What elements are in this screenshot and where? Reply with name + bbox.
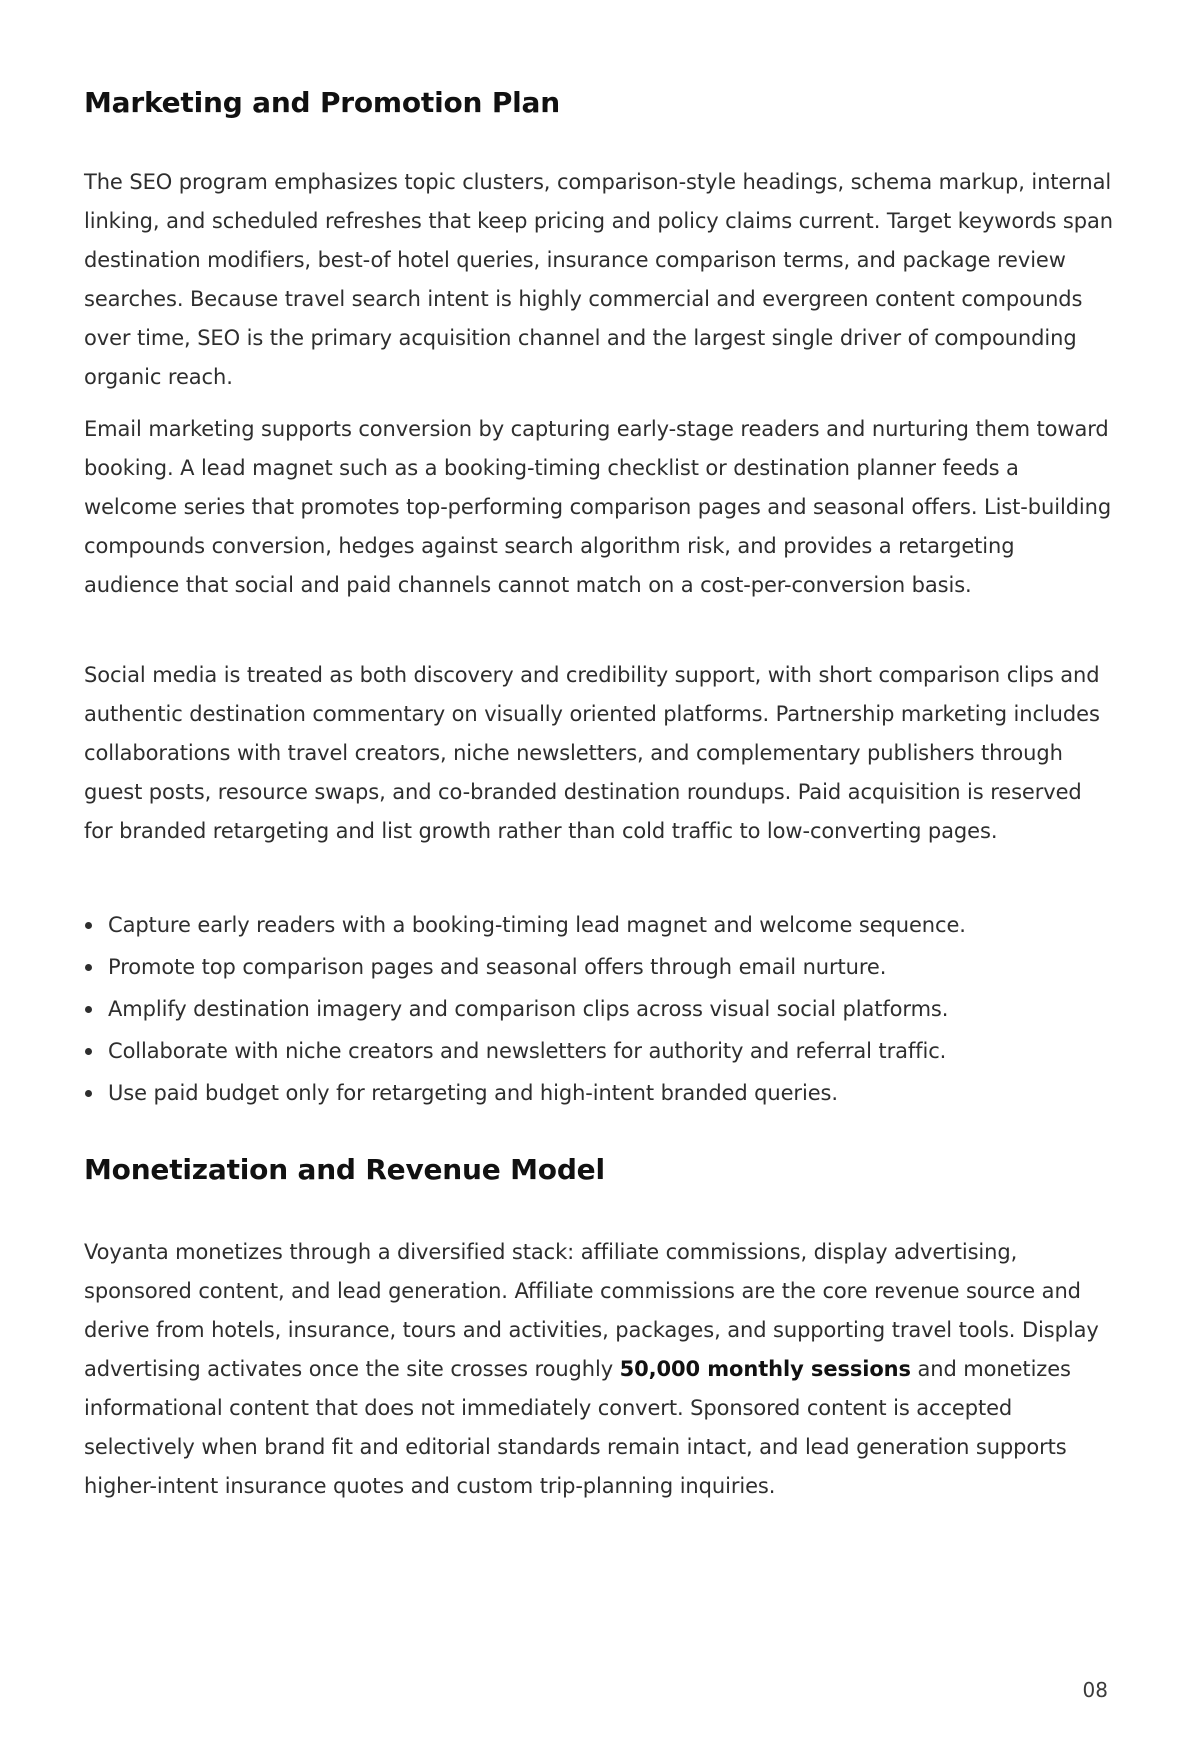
section-heading-marketing: Marketing and Promotion Plan — [84, 86, 560, 119]
paragraph-email: Email marketing supports conversion by capturing early-stage readers and nurturing them toward booking. A lead magnet such as a booking-timing checklist or destination planner feeds a welcome series that promotes top-performing comparison pages and seasonal offers. List-building compounds conversion, hedges against search algorithm risk, and provides a retargeting audience that social and paid channels cannot match on a cost-per-conversion basis. — [84, 417, 1112, 597]
marketing-bullet-list — [84, 904, 1116, 1114]
list-item — [84, 904, 1116, 946]
list-item-text: Collaborate with niche creators and newsletters for authority and referral traffic. — [108, 1039, 947, 1063]
paragraph-seo: The SEO program emphasizes topic clusters, comparison-style headings, schema markup, internal linking, and scheduled refreshes that keep pricing and policy claims current. Target keywords span destination modifiers, best-of hotel queries, insurance comparison terms, and package review searches. Because travel search intent is highly commercial and evergreen content compounds over time, SEO is the primary acquisition channel and the largest single driver of compounding organic reach. — [84, 170, 1113, 389]
list-item — [84, 988, 1116, 1030]
bullet-icon — [85, 1048, 92, 1055]
list-item-text: Use paid budget only for retargeting and high-intent branded queries. — [108, 1081, 838, 1105]
paragraph-text-start: Voyanta monetizes through a diversified stack: affiliate commissions, display advertising, sponsored content, and lead generation. Affiliate commissions are the core revenue source and derive from hotels, insurance, tours and activities, packages, and supporting travel tools. Display advertising activates once the site crosses roughly — [84, 1240, 1099, 1381]
bullet-icon — [85, 922, 92, 929]
page-number: 08 — [1082, 1678, 1108, 1702]
paragraph-social: Social media is treated as both discovery and credibility support, with short comparison clips and authentic destination commentary on visually oriented platforms. Partnership marketing includes collaborations with travel creators, niche newsletters, and complementary publishers through guest posts, resource swaps, and co-branded destination roundups. Paid acquisition is reserved for branded retargeting and list growth rather than cold traffic to low-converting pages. — [84, 663, 1100, 843]
list-item — [84, 946, 1116, 988]
emphasized-sessions-threshold: 50,000 monthly sessions — [619, 1357, 911, 1381]
bullet-icon — [85, 1090, 92, 1097]
paragraph-text-end: and monetizes informational content that does not immediately convert. Sponsored content is accepted selectively when brand fit and editorial standards remain intact, and lead generation supports higher-intent insurance quotes and custom trip-planning inquiries. — [84, 1357, 1071, 1498]
list-item-text: Capture early readers with a booking-timing lead magnet and welcome sequence. — [108, 913, 966, 937]
list-item-text: Promote top comparison pages and seasonal offers through email nurture. — [108, 955, 887, 979]
bullet-icon — [85, 1006, 92, 1013]
section-heading-monetization: Monetization and Revenue Model — [84, 1153, 605, 1186]
paragraph-monetization — [84, 1233, 1116, 1506]
list-item — [84, 1030, 1116, 1072]
list-item-text: Amplify destination imagery and comparison clips across visual social platforms. — [108, 997, 949, 1021]
list-item — [84, 1072, 1116, 1114]
bullet-icon — [85, 964, 92, 971]
